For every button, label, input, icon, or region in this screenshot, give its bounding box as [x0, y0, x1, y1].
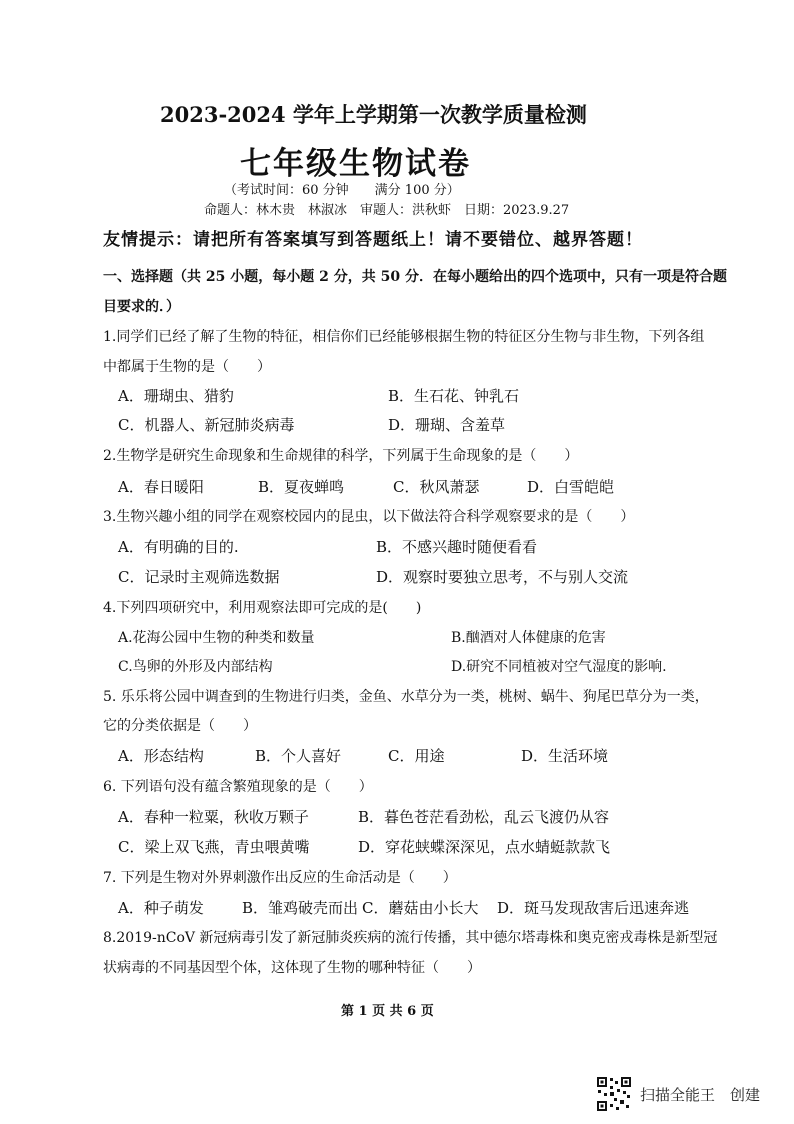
option-b[interactable]: B．个人喜好	[255, 747, 342, 765]
option-a[interactable]: A．形态结构	[118, 747, 204, 765]
qr-code-icon	[596, 1076, 632, 1112]
option-d[interactable]: D．斑马发现敌害后迅速奔逃	[497, 899, 690, 917]
option-a[interactable]: A.花海公园中生物的种类和数量	[118, 630, 315, 646]
question-stem-cont: 状病毒的不同基因型个体，这体现了生物的哪种特征（ ）	[103, 960, 481, 976]
option-d[interactable]: D．观察时要独立思考，不与别人交流	[376, 568, 629, 586]
option-a[interactable]: A．有明确的目的.	[118, 538, 239, 556]
option-a[interactable]: A．种子萌发	[118, 899, 204, 917]
option-c[interactable]: C．蘑菇由小长大	[362, 899, 479, 917]
question-stem: 2.生物学是研究生命现象和生命规律的科学，下列属于生命现象的是（ ）	[103, 448, 579, 464]
page-number: 第 1 页 共 6 页	[341, 1004, 434, 1019]
question-stem: 8.2019-nCoV 新冠病毒引发了新冠肺炎疾病的流行传播，其中德尔塔毒株和奥克密戎毒株是新型冠	[103, 930, 718, 946]
option-b[interactable]: B．不感兴趣时随便看看	[376, 538, 538, 556]
option-c[interactable]: C.鸟卵的外形及内部结构	[118, 659, 273, 675]
scanner-watermark	[596, 1074, 776, 1114]
question-stem: 6. 下列语句没有蕴含繁殖现象的是（ ）	[103, 779, 373, 795]
section-heading: 一、选择题（共 25 小题，每小题 2 分，共 50 分．在每小题给出的四个选项中，只有一项是符合题	[103, 269, 727, 285]
option-b[interactable]: B．暮色苍茫看劲松，乱云飞渡仍从容	[358, 808, 610, 826]
authors-line: 命题人：林木贵 林淑冰 审题人：洪秋虾 日期：2023.9.27	[204, 203, 570, 218]
option-d[interactable]: D．白雪皑皑	[527, 478, 615, 496]
question-stem: 5. 乐乐将公园中调查到的生物进行归类，金鱼、水草分为一类，桃树、蜗牛、狗尾巴草分为一类，	[103, 689, 709, 705]
option-c[interactable]: C．用途	[388, 747, 445, 765]
question-stem: 3.生物兴趣小组的同学在观察校园内的昆虫，以下做法符合科学观察要求的是（ ）	[103, 509, 635, 525]
question-stem-cont: 中都属于生物的是（ ）	[103, 359, 271, 375]
reminder-tip: 友情提示：请把所有答案填写到答题纸上！请不要错位、越界答题！	[103, 230, 643, 250]
option-c[interactable]: C．机器人、新冠肺炎病毒	[118, 416, 295, 434]
option-b[interactable]: B．夏夜蝉鸣	[258, 478, 345, 496]
option-a[interactable]: A．珊瑚虫、猎豹	[118, 387, 234, 405]
option-d[interactable]: D.研究不同植被对空气湿度的影响.	[451, 659, 667, 675]
watermark-text: 扫描全能王 创建	[640, 1086, 761, 1104]
option-a[interactable]: A．春种一粒粟，秋收万颗子	[118, 808, 309, 826]
question-stem: 4.下列四项研究中，利用观察法即可完成的是( )	[103, 600, 422, 616]
question-stem-cont: 它的分类依据是（ ）	[103, 718, 257, 734]
option-d[interactable]: D．生活环境	[521, 747, 609, 765]
section-heading-cont: 目要求的．）	[103, 299, 180, 315]
exam-title: 2023-2024 学年上学期第一次教学质量检测	[160, 102, 587, 127]
paper-title: 七年级生物试卷	[240, 146, 471, 182]
question-stem: 1.同学们已经了解了生物的特征，相信你们已经能够根据生物的特征区分生物与非生物，下列各组	[103, 329, 705, 345]
option-c[interactable]: C．记录时主观筛选数据	[118, 568, 280, 586]
option-c[interactable]: C．秋风萧瑟	[393, 478, 480, 496]
option-a[interactable]: A．春日暖阳	[118, 478, 204, 496]
question-stem: 7. 下列是生物对外界刺激作出反应的生命活动是（ ）	[103, 870, 457, 886]
option-b[interactable]: B．雏鸡破壳而出	[242, 899, 359, 917]
option-c[interactable]: C．梁上双飞燕，青虫喂黄嘴	[118, 838, 310, 856]
exam-info: （考试时间：60 分钟 满分 100 分）	[224, 183, 460, 198]
option-d[interactable]: D．穿花蛱蝶深深见，点水蜻蜓款款飞	[358, 838, 611, 856]
option-b[interactable]: B．生石花、钟乳石	[388, 387, 520, 405]
option-d[interactable]: D．珊瑚、含羞草	[388, 416, 506, 434]
option-b[interactable]: B.酗酒对人体健康的危害	[451, 630, 606, 646]
